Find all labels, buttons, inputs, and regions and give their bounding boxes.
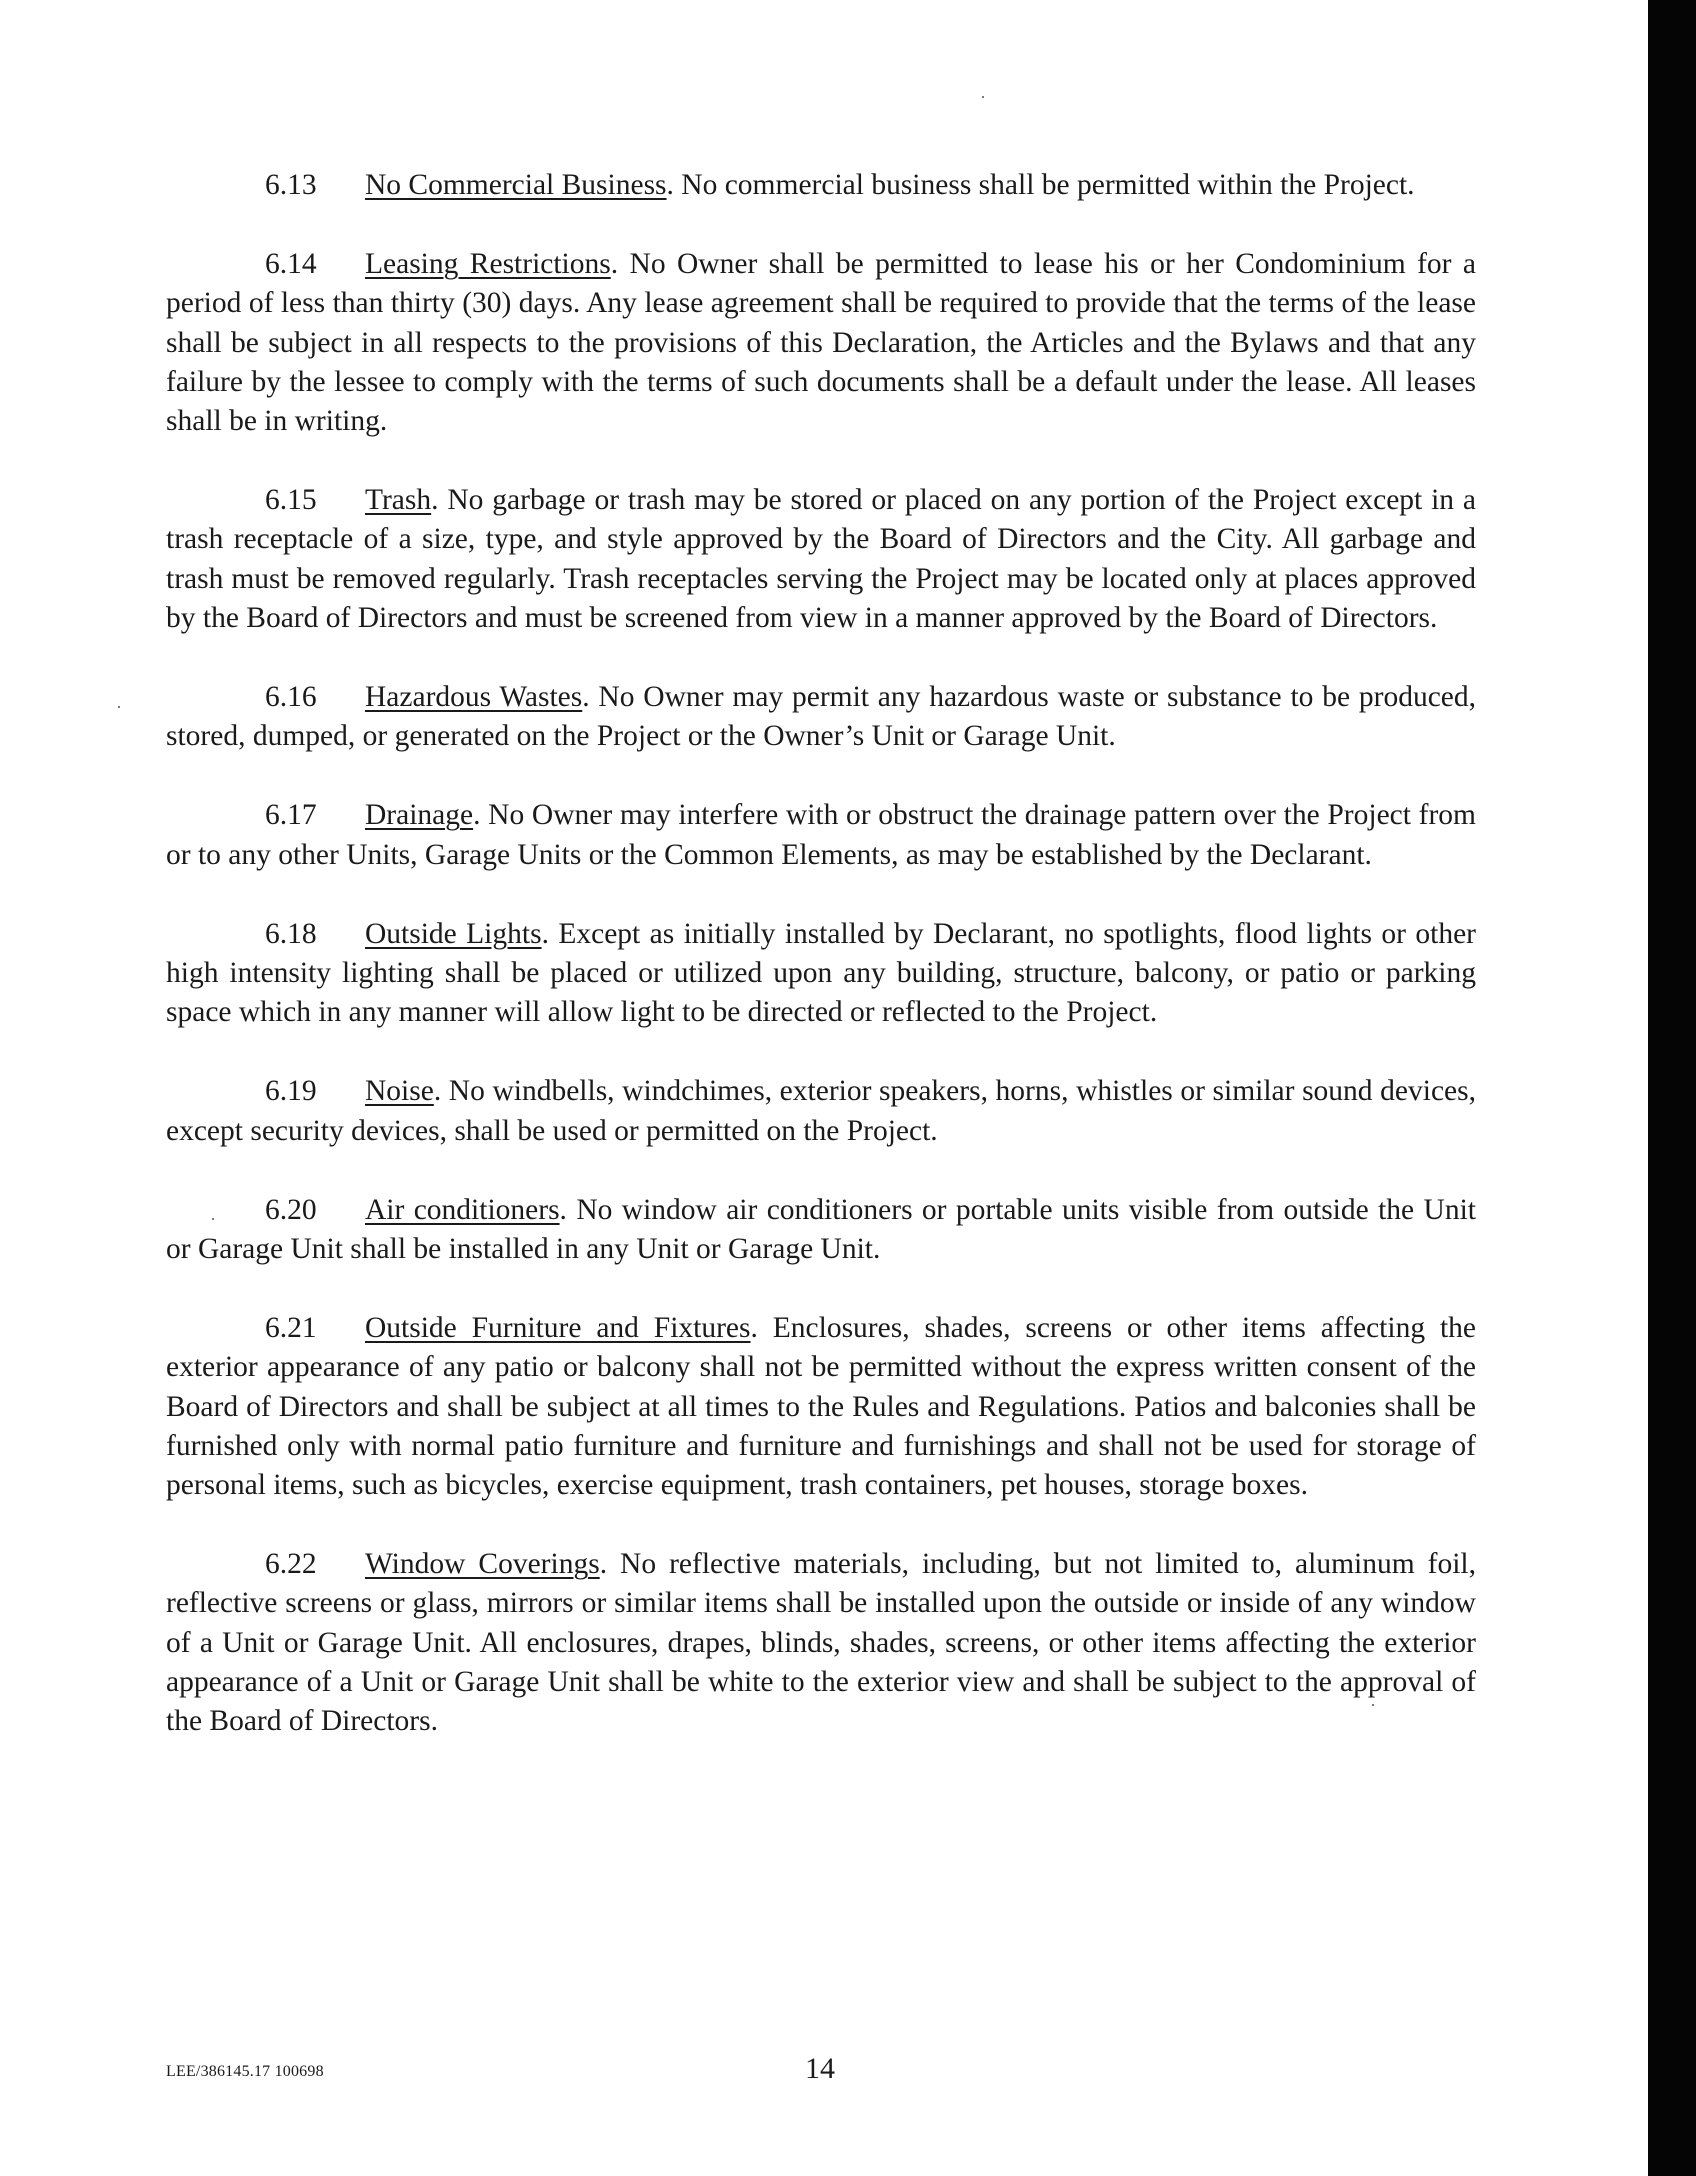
section-text: . Except as initially installed by Declarant, no spotlights, flood lights or other high intensity lighting shall be placed or utilized upon any building, structure, balcony, or patio or parking space which in any manner will allow light to be directed or reflected to the Project. [166,917,1476,1029]
section-heading: Air conditioners [365,1193,560,1226]
section-text: . No Owner shall be permitted to lease his or her Condominium for a period of less than thirty (30) days. Any lease agreement shall be required to provide that the terms of the lease shall be subject in all respects to the provisions of this Declaration, the Articles and the Bylaws and that any failure by the lessee to comply with the terms of such documents shall be a default under the lease. All leases shall be in writing. [166,248,1476,438]
section-number: 6.13 [265,169,317,201]
section-6-17 [166,796,1476,874]
section-heading: Window Coverings [365,1548,600,1581]
section-text: . No windbells, windchimes, exterior speakers, horns, whistles or similar sound devices, except security devices, shall be used or permitted on the Project. [166,1075,1476,1147]
section-6-14 [166,245,1476,441]
scan-edge [1648,0,1696,2176]
section-number: 6.21 [265,1312,317,1345]
section-text: . No commercial business shall be permitted within the Project. [666,169,1415,201]
section-number: 6.18 [265,917,317,950]
section-6-20 [166,1191,1476,1269]
section-text: . No window air conditioners or portable units visible from outside the Unit or Garage Unit shall be installed in any Unit or Garage Unit. [166,1193,1476,1266]
section-heading: Leasing Restrictions [365,248,611,281]
section-text: . Enclosures, shades, screens or other items affecting the exterior appearance of any patio or balcony shall not be permitted without the express written consent of the Board of Directors and shall be subject at all times to the Rules and Regulations. Patios and balconies shall be furnished only with normal patio furniture and furniture and furnishings and shall not be used for storage of personal items, such as bicycles, exercise equipment, trash containers, pet houses, storage boxes. [166,1312,1476,1502]
section-heading: Outside Furniture and Fixtures [365,1312,751,1345]
section-heading: Outside Lights [365,917,542,950]
section-heading: No Commercial Business [365,169,667,201]
section-number: 6.19 [265,1075,317,1108]
section-number: 6.15 [265,484,317,517]
section-heading: Drainage [365,799,474,832]
section-heading: Hazardous Wastes [365,681,583,714]
section-number: 6.17 [265,799,317,832]
section-heading: Noise [365,1075,434,1108]
section-6-21 [166,1309,1476,1505]
section-number: 6.20 [265,1193,317,1226]
section-6-18 [166,915,1476,1033]
section-heading: Trash [365,484,432,517]
section-6-22 [166,1545,1476,1741]
document-code: LEE/386145.17 100698 [166,2063,324,2080]
section-6-19 [166,1072,1476,1150]
section-number: 6.22 [265,1548,317,1581]
page-number: 14 [805,2052,835,2085]
section-text: . No garbage or trash may be stored or placed on any portion of the Project except in a trash receptacle of a size, type, and style approved by the Board of Directors and the City. All garbage and trash must be removed regularly. Trash receptacles serving the Project may be located only at places approved by the Board of Directors and must be screened from view in a manner approved by the Board of Directors. [166,484,1476,634]
document-page [166,166,1476,1781]
scan-speck [982,96,984,98]
scan-speck [118,706,120,708]
section-text: . No Owner may interfere with or obstruct the drainage pattern over the Project from or to any other Units, Garage Units or the Common Elements, as may be established by the Declarant. [166,799,1476,871]
section-number: 6.14 [265,248,317,281]
section-text: . No Owner may permit any hazardous waste or substance to be produced, stored, dumped, or generated on the Project or the Owner’s Unit or Garage Unit. [166,681,1477,753]
section-6-13 [166,166,1476,205]
section-text: . No reflective materials, including, but not limited to, aluminum foil, reflective screens or glass, mirrors or similar items shall be installed upon the outside or inside of any window of a Unit or Garage Unit. All enclosures, drapes, blinds, shades, screens, or other items affecting the exterior appearance of a Unit or Garage Unit shall be white to the exterior view and shall be subject to the approval of the Board of Directors. [166,1548,1476,1738]
section-6-15 [166,481,1476,638]
section-6-16 [166,678,1476,756]
section-number: 6.16 [265,681,317,714]
